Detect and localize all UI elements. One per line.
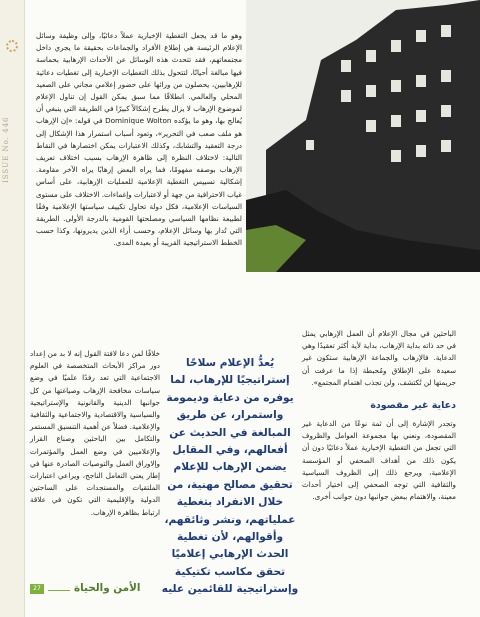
page-number: 27 [30, 584, 44, 594]
magazine-title: الأمن والحياة [74, 582, 141, 594]
paragraph: الباحثين في مجال الإعلام أن العمل الإرهابي يمثل في حد ذاته بداية الإرهاب، بداية لأية أكثر تعقيدًا وهي الدعاية. فالإرهاب والجماعة الإرهابية ستكون غير سعيدة على الإطلاق ومُحبطة إذا ما عرفت أن جريمتها لن تُكتشف، ولن تجذب اهتمام المجتمع». [302, 329, 456, 387]
destroyed-building-icon [246, 0, 480, 272]
paragraph: وتجدر الإشارة إلى أن ثمة نوعًا من الدعاية غير المقصودة، ونعني بها مجموعة العوامل والظروف التي تجعل من التغطية الإخبارية عملاً دعائيًا دون أن يكون ذلك من أهداف الصحفي أو المؤسسة الإعلامية، ويرجع ذلك إلى الظروف السياسية والثقافية التي توجه الصحفي إلى اختيار أحداث معينة، والاهتمام ببعض جوانبها دون جوانب أخرى. [302, 419, 456, 502]
side-strip [0, 0, 25, 617]
pull-quote: يُعدُّ الإعلام سلاحًا إستراتيجيًا للإرهاب، لما يوفره من دعاية وديمومة واستمرار، عن طريق المبالغة في الحديث عن أفعالهم، وفي المقابل يضمن الإرهاب للإعلام تحقيق مصالح مهنية، من خلال الانفراد بتغطية عملياتهم، ونشر وثائقهم، وأقوالهم، لأن تغطية الحدث الإرهابي إعلاميًا تحقق مكاسب تكتيكية وإستراتيجية للقائمين عليه [161, 357, 299, 596]
footer [30, 584, 190, 598]
section-heading: دعاية غير مقصودة [370, 400, 456, 412]
article-column-right [302, 328, 456, 503]
issue-label: ISSUE No. 446 [2, 116, 10, 184]
article-column-left-top [36, 30, 242, 250]
sun-ornament-icon [6, 40, 18, 52]
article-column-left-bottom [30, 348, 160, 519]
paragraph: وهو ما قد يجعل التغطية الإخبارية عملاً دعائيًا، وإلى وظيفة وسائل الإعلام الرئيسة هي إطلاع الأفراد والجماعات بحقيقة ما يجري داخل مجتمعاتهم، فقد تتحدث هذه الوسائل عن الأحداث الإرهابية بحماسة فيها مبالغة أحيانًا، لتتحول بذلك التغطيات الإخبارية إلى تغطيات دعائية للإرهابيين، يحصلون من ورائها على حضور إعلامي مجاني على الصعيد المحلي والعالمي. انطلاقًا مما سبق يمكن القول إن تناول الإعلام لموضوع الإرهاب لا يزال يطرح إشكالاً كبيرًا في الطريقة التي ينبغي أن يُعالج بها، وهو ما يؤكده Dominique Wolton في قوله: «إن الإرهاب هو ملف صعب في التحرير»، وتعود أسباب استمرار هذا الإشكال إلى درجة التعقيد والتشابك، وكذلك الاعتبارات يمكن اختصارها في النقاط التالية: لاختلاف النظرة إلى ظاهرة الإرهاب بسبب اختلاف تعريف الإرهاب بوصفه مفهومًا، فما يراه البعض إرهابًا يراه الآخر مقاومة. إشكالية تسييس التغطية الإعلامية للعمليات الإرهابية، على أساس غياب الاحترافية من جهة أو لاعتبارات وإغماءات. الاختلاف على مستوى السياسات الإعلامية، فكل دولة تحاول تكييف سياستها الإعلامية وفقًا لطبيعة نظامها السياسي ومصلحتها القومية بالدرجة الأولى. الطريقة التي تُدار بها وسائل الإعلام، وحسب أراء الذين يديرونها، وكذا حسب الخطط الاستراتيجية القريبة أو بعيدة المدى. [36, 31, 242, 248]
paragraph: خلافًا لمن دعا لافتة القول إنه لا بد من إعداد دور مراكز الأبحاث المتخصصة في العلوم الاجتماعية التي تعد رفدًا علميًا في وضع سياسات مخافحة الإرهاب وصياغتها من كل جوانبها الدينية والقانونية والإستراتيجية والسياسية والاقتصادية والاجتماعية والثقافية والإعلامية. فضلاً عن أهمية التنسيق المستمر والتكامل بين الباحثين وصناع القرار والإعلاميين في وضع العمل والمؤتمرات وإلاوراق العمل والتوصيات الصادرة عنها في إطار يعني التعامل الناجح، ويراعي اعتبارات الملتقيات والمستجدات على الساحتين الدولية والإقليمية التي تكون في علاقة ارتباط بظاهرة الإرهاب. [30, 349, 160, 517]
footer-divider [48, 590, 70, 591]
destroyed-building-photo [246, 0, 480, 272]
